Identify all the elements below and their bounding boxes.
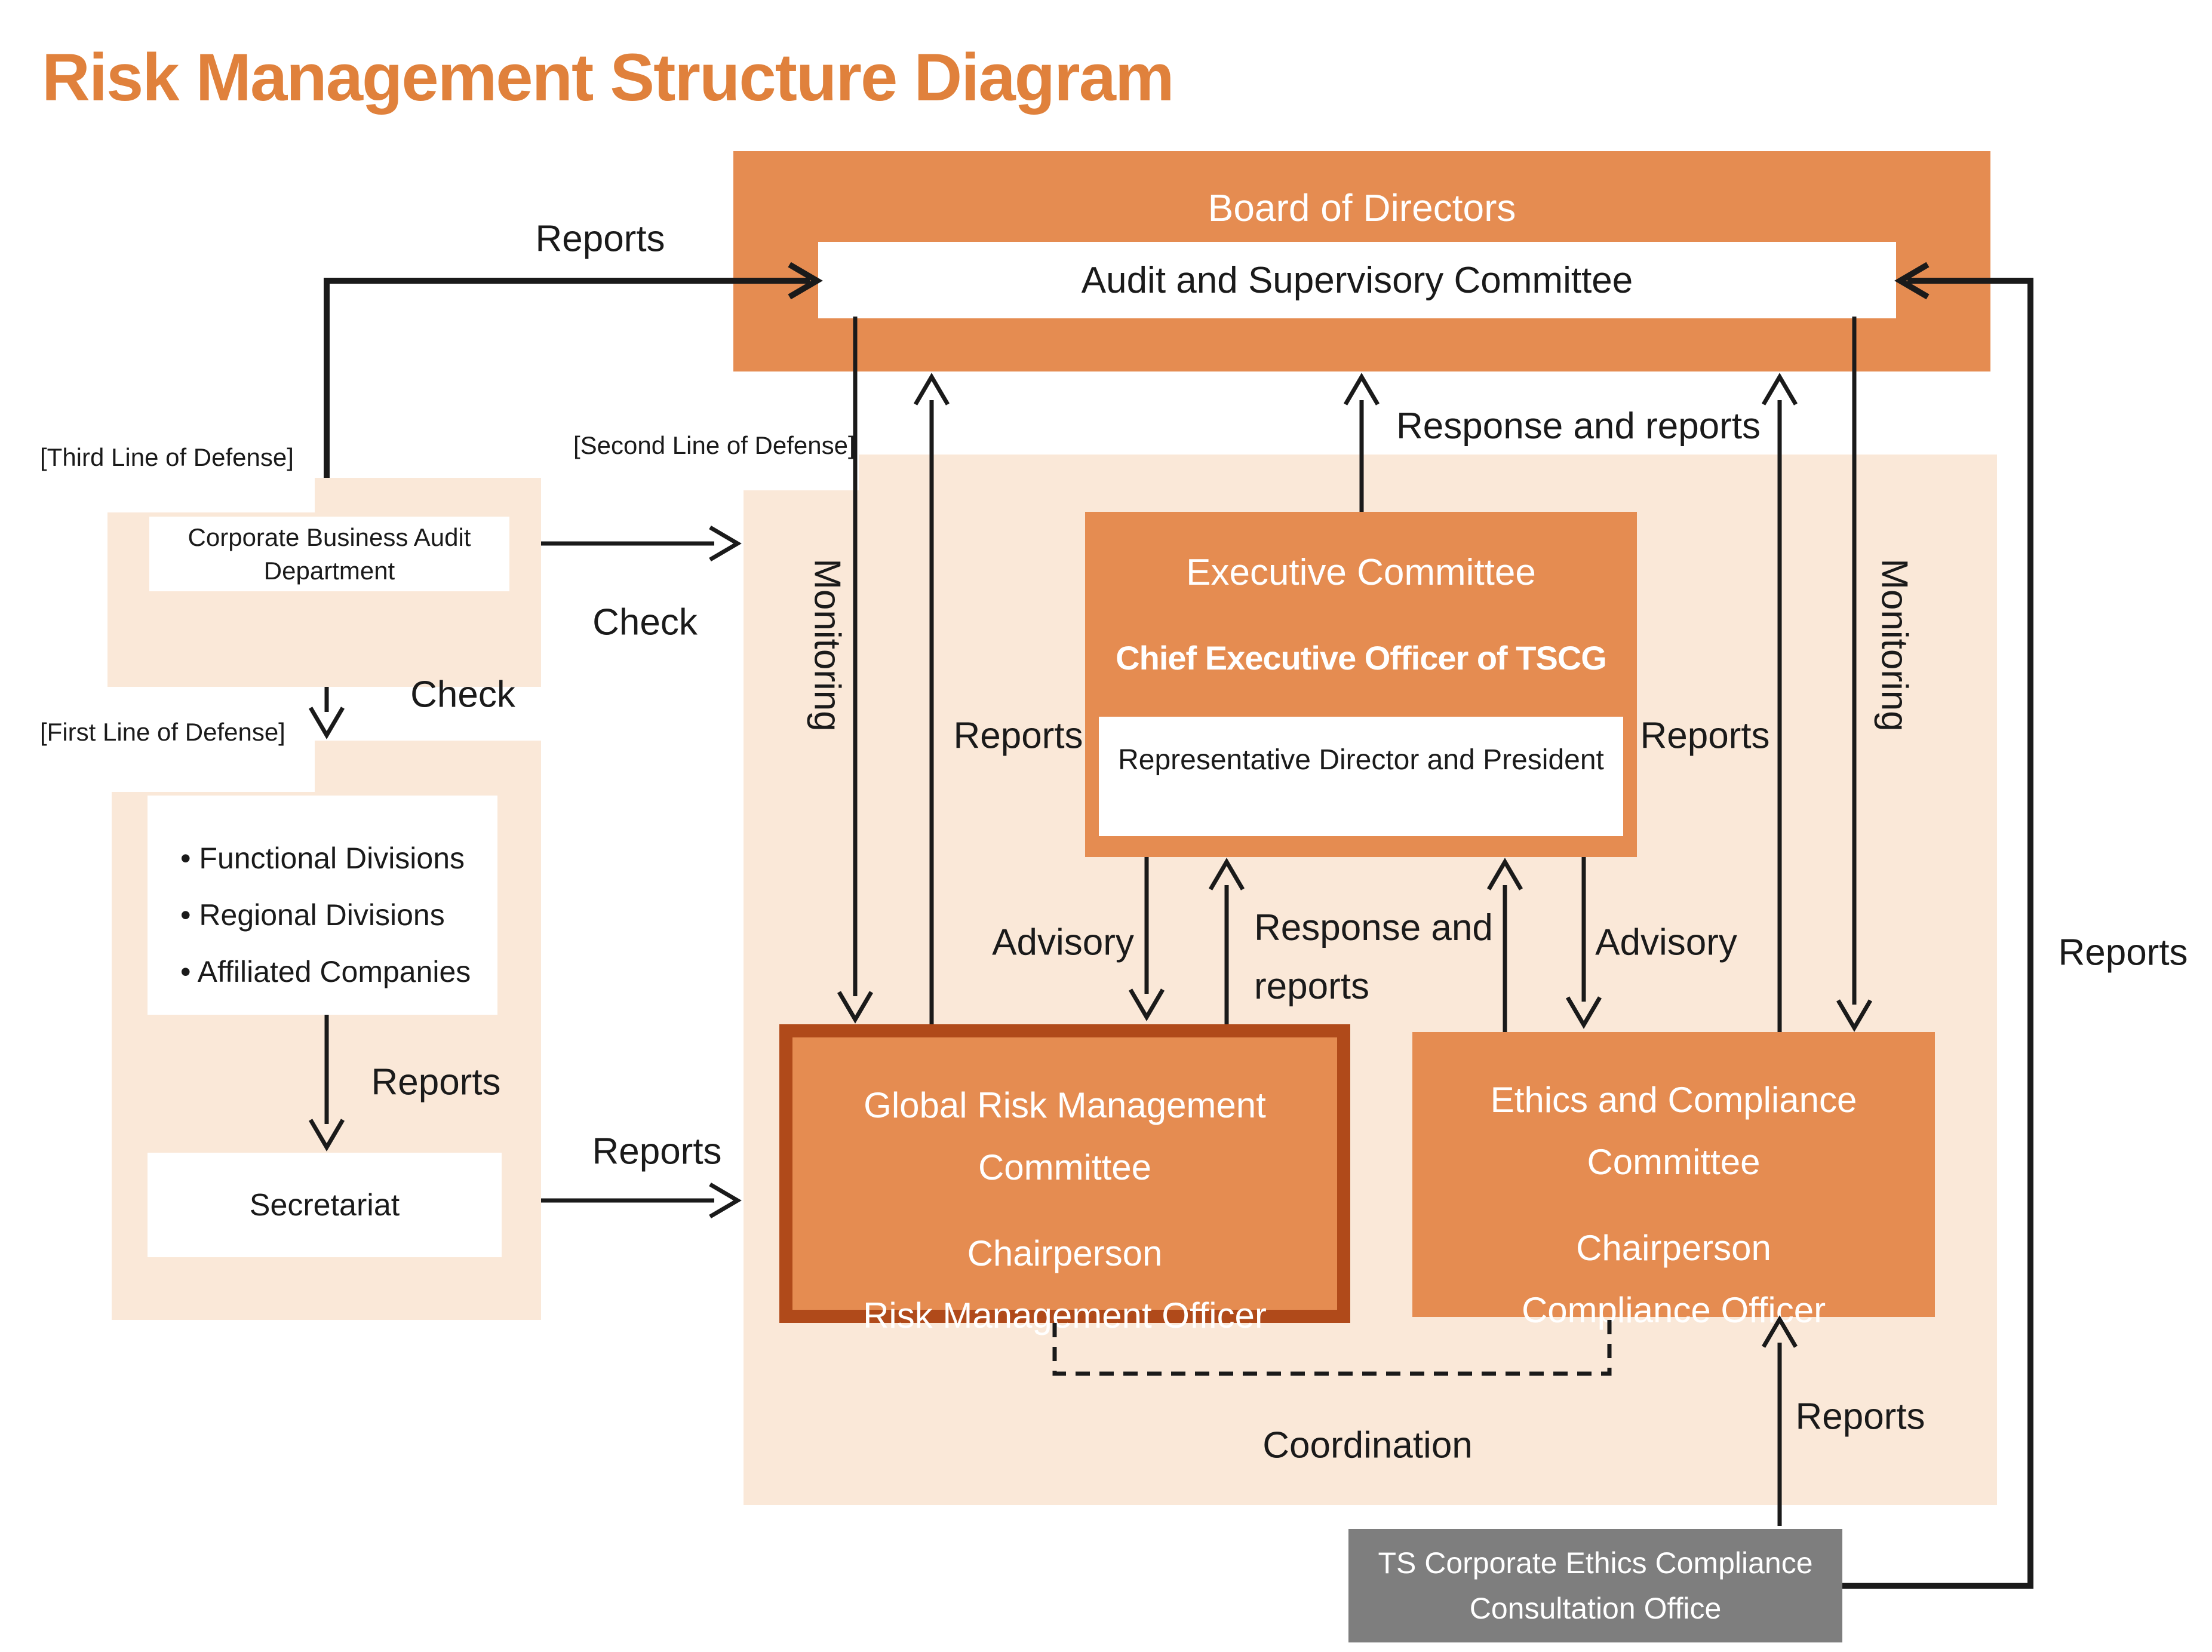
arrow-reports-secretariat-out	[541, 1184, 738, 1217]
arrow-reports-ethics-to-board	[1764, 377, 1796, 1032]
list-item: • Functional Divisions	[180, 842, 465, 875]
arrow-response-right	[1489, 862, 1521, 1032]
label-coordination: Coordination	[1262, 1424, 1473, 1466]
ethics-compliance-committee-text: Ethics and Compliance Committee Chairperson Compliance Officer	[1490, 1080, 1857, 1330]
first-line-label: [First Line of Defense]	[40, 718, 285, 746]
label-reports-global-to-board: Reports	[953, 715, 1083, 757]
secretariat-box: Secretariat	[148, 1153, 502, 1257]
label-monitoring-left: Monitoring	[806, 558, 848, 732]
label-reports-ts-to-audit: Reports	[2058, 932, 2188, 974]
corporate-business-audit-text: Corporate Business Audit Department	[188, 523, 471, 585]
arrow-reports-ts-to-ethics	[1764, 1319, 1796, 1526]
label-reports-ethics-to-board: Reports	[1640, 715, 1770, 757]
arrow-monitoring-right	[1838, 317, 1870, 1028]
label-check-to-first: Check	[410, 674, 515, 716]
label-reports-ts-to-ethics: Reports	[1795, 1396, 1925, 1438]
audit-supervisory-committee-box: Audit and Supervisory Committee	[818, 242, 1896, 318]
arrow-check-to-first	[311, 687, 343, 735]
global-risk-committee-text: Global Risk Management Committee Chairperson Risk Management Officer	[863, 1085, 1267, 1335]
executive-committee-title: Executive Committee	[1186, 552, 1536, 593]
label-advisory-left: Advisory	[992, 922, 1134, 963]
line-coordination-dashed	[1055, 1317, 1609, 1374]
label-monitoring-right: Monitoring	[1873, 558, 1915, 732]
second-line-label: [Second Line of Defense]	[573, 431, 855, 459]
label-reports-secretariat-out: Reports	[592, 1131, 722, 1172]
page-title: Risk Management Structure Diagram	[42, 40, 1173, 115]
arrow-reports-to-secretariat	[311, 1015, 343, 1147]
label-response-mid: Response and reports	[1254, 907, 1493, 1007]
arrow-reports-global-to-board	[915, 377, 948, 1024]
label-advisory-right: Advisory	[1595, 922, 1737, 963]
label-response-reports-top: Response and reports	[1396, 406, 1761, 447]
arrow-check-to-second	[541, 527, 738, 560]
third-line-label: [Third Line of Defense]	[40, 443, 294, 471]
arrow-advisory-left	[1130, 857, 1163, 1017]
label-reports-to-secretariat: Reports	[371, 1061, 501, 1103]
arrow-reports-dept-to-audit	[327, 265, 817, 478]
label-reports-top-left: Reports	[535, 218, 665, 260]
ts-consultation-office-text: TS Corporate Ethics Compliance Consultation Office	[1378, 1546, 1813, 1625]
arrow-reports-ts-to-audit	[1842, 265, 2030, 1586]
representative-director-box: Representative Director and President	[1099, 717, 1623, 836]
arrow-response-reports-top	[1345, 377, 1378, 512]
arrow-response-mid	[1211, 862, 1243, 1024]
board-of-directors-title: Board of Directors	[1208, 186, 1516, 229]
list-item: • Regional Divisions	[180, 898, 445, 932]
ceo-tscg-title: Chief Executive Officer of TSCG	[1116, 639, 1606, 677]
label-check-to-second: Check	[592, 601, 698, 643]
list-item: • Affiliated Companies	[180, 955, 471, 988]
